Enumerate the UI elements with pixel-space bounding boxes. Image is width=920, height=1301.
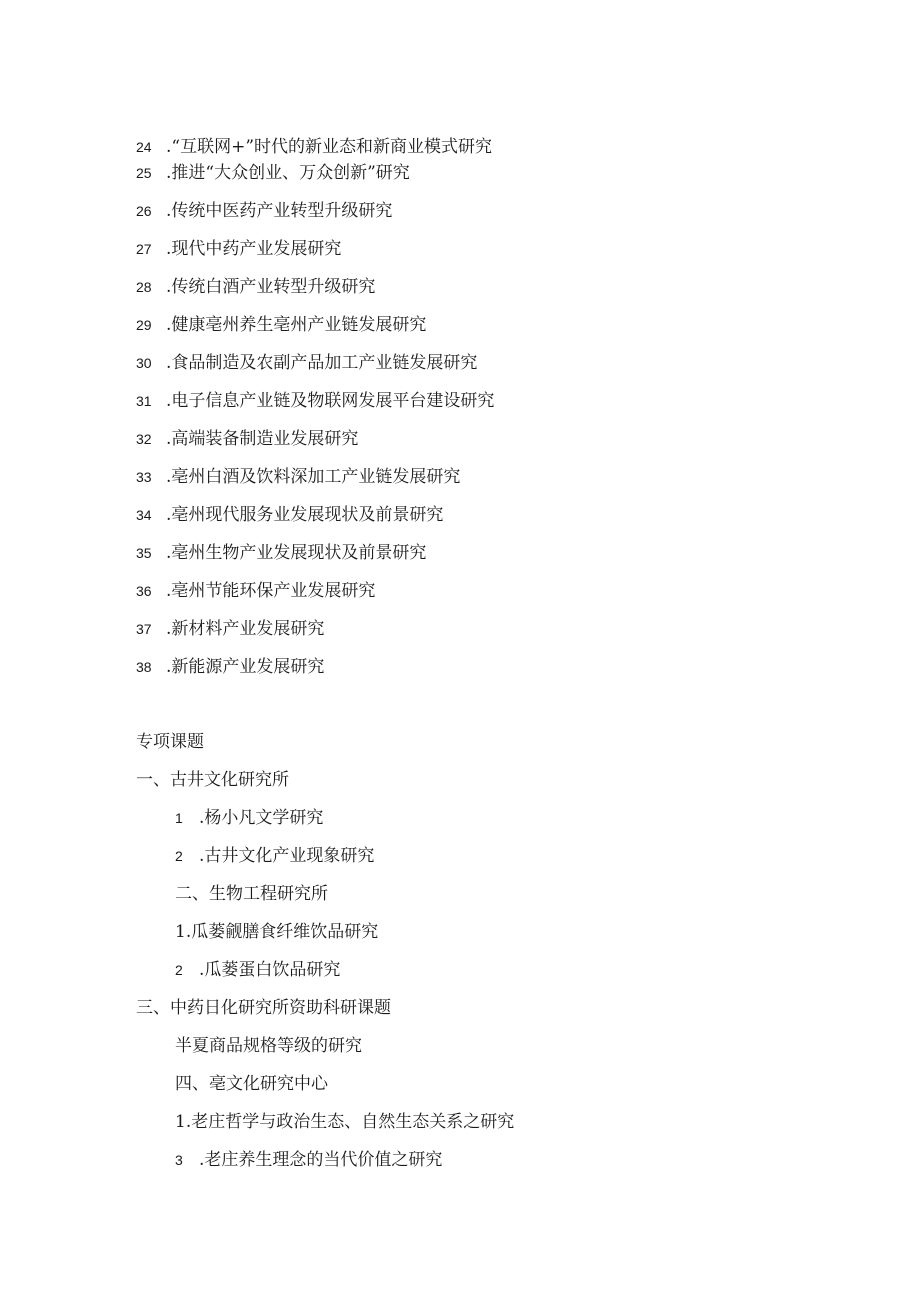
- item-text: .亳州白酒及饮料深加工产业链发展研究: [166, 467, 461, 487]
- item-text: .古井文化产业现象研究: [199, 846, 375, 866]
- item-text: .传统中医药产业转型升级研究: [166, 201, 393, 221]
- item-text: .现代中药产业发展研究: [166, 239, 342, 259]
- item-text: 1.老庄哲学与政治生态、自然生态关系之研究: [175, 1112, 515, 1132]
- list-item: [136, 428, 358, 450]
- item-text: .亳州节能环保产业发展研究: [166, 581, 376, 601]
- item-number: 26: [136, 203, 152, 219]
- item-text: .新能源产业发展研究: [166, 657, 325, 677]
- section-heading: [175, 1073, 328, 1095]
- heading-text: 二、生物工程研究所: [175, 884, 328, 904]
- list-item: [136, 162, 410, 184]
- item-number: 3: [175, 1152, 183, 1168]
- item-text: .新材料产业发展研究: [166, 619, 325, 639]
- list-item: [175, 1149, 442, 1171]
- item-number: 31: [136, 393, 152, 409]
- list-item: [175, 921, 378, 943]
- list-item: [136, 314, 426, 336]
- list-item: [136, 618, 324, 640]
- list-item: [175, 845, 374, 867]
- item-number: 35: [136, 545, 152, 561]
- list-item: [136, 200, 392, 222]
- section-heading: [136, 769, 289, 791]
- heading-text: 四、亳文化研究中心: [175, 1074, 328, 1094]
- item-text: .电子信息产业链及物联网发展平台建设研究: [166, 391, 495, 411]
- item-number: 36: [136, 583, 152, 599]
- heading-text: 一、古井文化研究所: [136, 770, 289, 790]
- list-item: [136, 352, 477, 374]
- heading-text: 三、中药日化研究所资助科研课题: [136, 998, 391, 1018]
- section-heading: [136, 997, 391, 1019]
- item-number: 32: [136, 431, 152, 447]
- list-item: [175, 807, 323, 829]
- list-item: [136, 542, 426, 564]
- item-text: 半夏商品规格等级的研究: [175, 1036, 362, 1056]
- item-text: .瓜蒌蛋白饮品研究: [199, 960, 341, 980]
- item-number: 27: [136, 241, 152, 257]
- item-text: .杨小凡文学研究: [199, 808, 324, 828]
- item-number: 33: [136, 469, 152, 485]
- item-number: 2: [175, 848, 183, 864]
- list-item: [136, 656, 324, 678]
- item-text: 1.瓜蒌觎膳食纤维饮品研究: [175, 922, 379, 942]
- item-text: .传统白酒产业转型升级研究: [166, 277, 376, 297]
- list-item: [136, 238, 341, 260]
- item-number: 24: [136, 139, 152, 155]
- list-item: [136, 504, 443, 526]
- item-text: .亳州现代服务业发展现状及前景研究: [166, 505, 444, 525]
- item-text: .推进“大众创业、万众创新”研究: [166, 163, 410, 183]
- item-text: .高端装备制造业发展研究: [166, 429, 359, 449]
- special-topics-title: 专项课题: [136, 732, 204, 752]
- section-heading: [175, 883, 328, 905]
- section-heading: [136, 731, 204, 753]
- list-item: [136, 580, 375, 602]
- item-number: 25: [136, 165, 152, 181]
- list-item: [136, 136, 492, 158]
- list-item: [136, 390, 494, 412]
- item-number: 2: [175, 962, 183, 978]
- item-number: 1: [175, 810, 183, 826]
- list-item: [175, 959, 340, 981]
- item-number: 38: [136, 659, 152, 675]
- item-text: .老庄养生理念的当代价值之研究: [199, 1150, 443, 1170]
- item-number: 30: [136, 355, 152, 371]
- item-text: .健康亳州养生亳州产业链发展研究: [166, 315, 427, 335]
- item-number: 28: [136, 279, 152, 295]
- item-text: .亳州生物产业发展现状及前景研究: [166, 543, 427, 563]
- list-item: [136, 276, 375, 298]
- item-text: .“互联网+”时代的新业态和新商业模式研究: [166, 137, 493, 157]
- list-item: [175, 1035, 362, 1057]
- list-item: [136, 466, 460, 488]
- item-number: 34: [136, 507, 152, 523]
- item-number: 37: [136, 621, 152, 637]
- list-item: [175, 1111, 514, 1133]
- item-number: 29: [136, 317, 152, 333]
- item-text: .食品制造及农副产品加工产业链发展研究: [166, 353, 478, 373]
